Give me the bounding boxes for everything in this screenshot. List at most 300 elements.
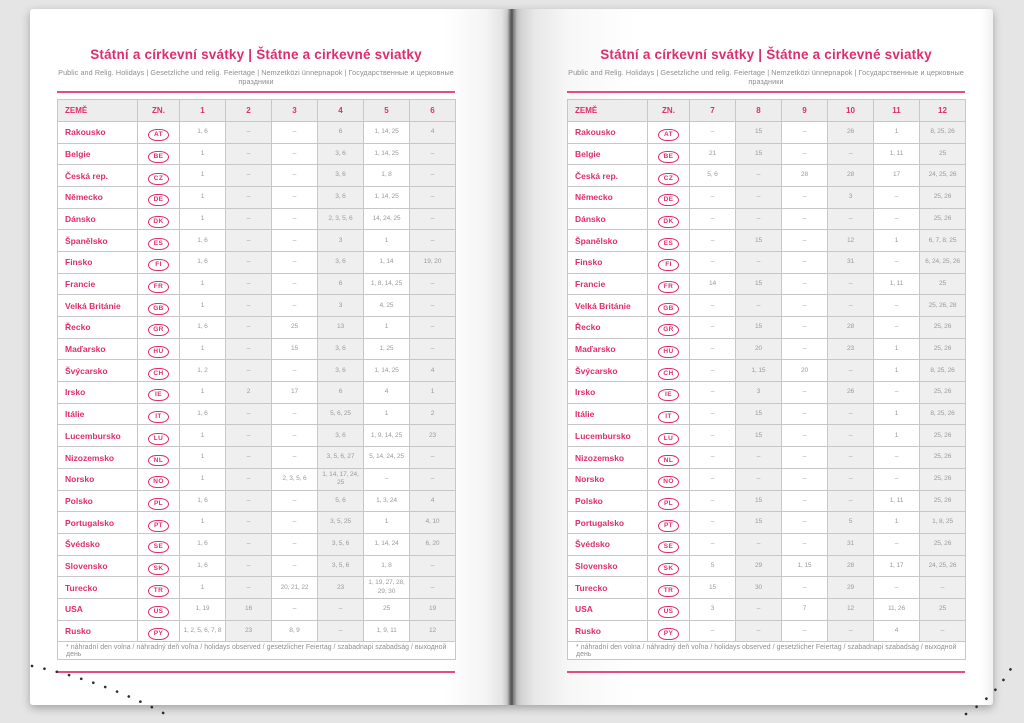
country-code-badge: PT xyxy=(658,520,679,532)
holiday-days-cell: – xyxy=(874,208,920,230)
country-row xyxy=(568,555,966,577)
holiday-days-cell: – xyxy=(690,447,736,469)
holiday-days-cell: 1, 2, 5, 6, 7, 8 xyxy=(180,620,226,642)
holiday-days-cell: 11, 26 xyxy=(874,598,920,620)
holiday-days-cell: 3 xyxy=(690,598,736,620)
holiday-days-cell: 1 xyxy=(364,512,410,534)
holiday-days-cell: – xyxy=(874,251,920,273)
holiday-days-cell: 25, 26 xyxy=(920,533,966,555)
country-code-badge: CH xyxy=(148,368,169,380)
holiday-days-cell: 6, 20 xyxy=(410,533,456,555)
holiday-days-cell: – xyxy=(226,360,272,382)
holiday-days-cell: 1, 6 xyxy=(180,251,226,273)
holiday-days-cell: 1, 14, 25 xyxy=(364,121,410,143)
holiday-days-cell: 28 xyxy=(828,555,874,577)
holiday-days-cell: 17 xyxy=(272,382,318,404)
holiday-days-cell: – xyxy=(736,533,782,555)
holiday-days-cell: 1 xyxy=(874,403,920,425)
code-column-header: ZN. xyxy=(648,99,690,121)
country-name: Portugalsko xyxy=(568,512,648,534)
country-code-badge: LU xyxy=(658,433,679,445)
country-name: Francie xyxy=(58,273,138,295)
holiday-days-cell: – xyxy=(782,295,828,317)
holiday-days-cell: – xyxy=(318,620,364,642)
holiday-days-cell: – xyxy=(272,555,318,577)
country-row xyxy=(58,338,456,360)
holiday-days-cell: – xyxy=(690,382,736,404)
holiday-days-cell: 25, 26 xyxy=(920,447,966,469)
country-code-badge: SE xyxy=(148,541,169,553)
holiday-days-cell: – xyxy=(690,620,736,642)
country-row xyxy=(568,186,966,208)
holiday-days-cell: – xyxy=(272,490,318,512)
holiday-days-cell: – xyxy=(226,273,272,295)
holiday-days-cell: 25, 26 xyxy=(920,338,966,360)
country-name: Česká rep. xyxy=(568,165,648,187)
holiday-days-cell: – xyxy=(690,533,736,555)
holiday-days-cell: 25 xyxy=(272,317,318,339)
country-code-cell xyxy=(648,512,690,534)
holiday-days-cell: – xyxy=(690,338,736,360)
holiday-days-cell: 23 xyxy=(318,577,364,599)
holiday-days-cell: – xyxy=(410,273,456,295)
holiday-days-cell: 17 xyxy=(874,165,920,187)
country-name: Rusko xyxy=(568,620,648,642)
holiday-days-cell: – xyxy=(410,143,456,165)
page-left xyxy=(30,9,511,705)
country-name: Nizozemsko xyxy=(568,447,648,469)
holiday-days-cell: 1, 11 xyxy=(874,490,920,512)
holiday-days-cell: 6, 7, 8, 25 xyxy=(920,230,966,252)
country-row xyxy=(568,338,966,360)
country-code-cell xyxy=(648,295,690,317)
country-code-badge: IT xyxy=(658,411,679,423)
country-code-cell xyxy=(138,143,180,165)
holiday-days-cell: – xyxy=(874,295,920,317)
holiday-days-cell: 12 xyxy=(410,620,456,642)
holiday-days-cell: – xyxy=(828,143,874,165)
page-right xyxy=(511,9,993,705)
holiday-days-cell: – xyxy=(874,468,920,490)
holiday-days-cell: 1 xyxy=(180,468,226,490)
country-row xyxy=(568,230,966,252)
holiday-days-cell: 1, 14, 17, 24, 25 xyxy=(318,468,364,490)
holiday-days-cell: – xyxy=(782,121,828,143)
holiday-days-cell: 3, 5, 6, 27 xyxy=(318,447,364,469)
holiday-days-cell: 1, 14, 25 xyxy=(364,186,410,208)
holiday-days-cell: – xyxy=(410,295,456,317)
country-column-header: ZEMĚ xyxy=(568,99,648,121)
country-row xyxy=(568,317,966,339)
footnote: * náhradní den volna / náhradný deň voľna / holidays observed / gesetzlicher Feiertag / szabadnapi szabadság / выходной день xyxy=(568,642,966,660)
holiday-days-cell: 1, 6 xyxy=(180,317,226,339)
holiday-days-cell: 3 xyxy=(318,295,364,317)
holiday-days-cell: 1 xyxy=(874,230,920,252)
country-row xyxy=(568,447,966,469)
country-code-badge: BE xyxy=(148,151,169,163)
holiday-days-cell: 20 xyxy=(736,338,782,360)
holiday-days-cell: – xyxy=(226,186,272,208)
country-name: Švýcarsko xyxy=(568,360,648,382)
holiday-days-cell: 25, 26 xyxy=(920,208,966,230)
country-name: Velká Británie xyxy=(568,295,648,317)
country-code-badge: PY xyxy=(148,628,169,640)
holiday-days-cell: 1 xyxy=(364,403,410,425)
page-title: Státní a církevní svátky | Štátne a cirkevné sviatky xyxy=(600,47,932,62)
country-row xyxy=(58,317,456,339)
country-code-cell xyxy=(648,121,690,143)
holiday-days-cell: 15 xyxy=(690,577,736,599)
country-row xyxy=(58,577,456,599)
country-row xyxy=(568,382,966,404)
country-name: Švédsko xyxy=(58,533,138,555)
country-row xyxy=(58,533,456,555)
country-code-cell xyxy=(138,425,180,447)
holiday-days-cell: – xyxy=(690,425,736,447)
holiday-days-cell: – xyxy=(272,273,318,295)
country-code-cell xyxy=(648,273,690,295)
country-name: Irsko xyxy=(568,382,648,404)
holiday-days-cell: 15 xyxy=(736,230,782,252)
holiday-days-cell: – xyxy=(782,208,828,230)
country-row xyxy=(568,360,966,382)
holiday-days-cell: – xyxy=(410,230,456,252)
holiday-days-cell: 5, 14, 24, 25 xyxy=(364,447,410,469)
country-row xyxy=(568,295,966,317)
holiday-days-cell: 6 xyxy=(318,273,364,295)
country-row xyxy=(58,121,456,143)
country-code-badge: TR xyxy=(658,585,679,597)
accent-rule-top xyxy=(567,91,965,93)
holiday-days-cell: 25, 26 xyxy=(920,382,966,404)
holiday-days-cell: 1, 11 xyxy=(874,143,920,165)
country-row xyxy=(568,208,966,230)
country-row xyxy=(58,425,456,447)
holiday-days-cell: – xyxy=(318,598,364,620)
country-row xyxy=(568,273,966,295)
country-name: USA xyxy=(568,598,648,620)
holiday-days-cell: 15 xyxy=(736,121,782,143)
holiday-days-cell: 3, 5, 25 xyxy=(318,512,364,534)
country-name: Francie xyxy=(568,273,648,295)
country-name: Maďarsko xyxy=(568,338,648,360)
holiday-days-cell: 15 xyxy=(736,425,782,447)
country-code-badge: PL xyxy=(658,498,679,510)
country-name: Dánsko xyxy=(568,208,648,230)
country-code-cell xyxy=(138,360,180,382)
holiday-days-cell: 3, 6 xyxy=(318,251,364,273)
holiday-days-cell: – xyxy=(226,230,272,252)
country-code-cell xyxy=(648,425,690,447)
country-name: Řecko xyxy=(568,317,648,339)
country-code-badge: CH xyxy=(658,368,679,380)
country-code-badge: DE xyxy=(148,194,169,206)
holiday-days-cell: – xyxy=(410,447,456,469)
holiday-days-cell: 4 xyxy=(410,121,456,143)
holiday-days-cell: 1 xyxy=(874,512,920,534)
country-name: Itálie xyxy=(58,403,138,425)
holiday-days-cell: 1, 17 xyxy=(874,555,920,577)
country-name: Německo xyxy=(568,186,648,208)
holiday-days-cell: – xyxy=(828,620,874,642)
holiday-days-cell: 15 xyxy=(736,143,782,165)
holiday-days-cell: – xyxy=(782,143,828,165)
holiday-days-cell: 1, 8, 14, 25 xyxy=(364,273,410,295)
month-column-header: 12 xyxy=(920,99,966,121)
holiday-days-cell: – xyxy=(272,230,318,252)
holiday-days-cell: 1, 9, 11 xyxy=(364,620,410,642)
holiday-days-cell: – xyxy=(226,121,272,143)
month-column-header: 11 xyxy=(874,99,920,121)
month-column-header: 6 xyxy=(410,99,456,121)
holiday-days-cell: – xyxy=(226,143,272,165)
holiday-days-cell: – xyxy=(410,468,456,490)
country-code-badge: NO xyxy=(148,476,169,488)
holiday-days-cell: – xyxy=(226,425,272,447)
country-code-badge: ES xyxy=(658,238,679,250)
holiday-days-cell: – xyxy=(272,360,318,382)
holiday-days-cell: – xyxy=(410,338,456,360)
country-row xyxy=(568,425,966,447)
holiday-days-cell: 6, 24, 25, 26 xyxy=(920,251,966,273)
country-code-badge: HU xyxy=(658,346,679,358)
holiday-days-cell: 1, 14, 24 xyxy=(364,533,410,555)
country-name: Švédsko xyxy=(568,533,648,555)
country-code-cell xyxy=(138,447,180,469)
holiday-days-cell: – xyxy=(272,533,318,555)
page-title: Státní a církevní svátky | Štátne a cirkevné sviatky xyxy=(90,47,422,62)
holiday-days-cell: 1, 25 xyxy=(364,338,410,360)
holiday-days-cell: – xyxy=(736,295,782,317)
country-name: Rakousko xyxy=(568,121,648,143)
holiday-days-cell: 8, 25, 26 xyxy=(920,121,966,143)
country-name: Maďarsko xyxy=(58,338,138,360)
holiday-days-cell: 1 xyxy=(180,186,226,208)
country-name: Itálie xyxy=(568,403,648,425)
holiday-days-cell: – xyxy=(690,121,736,143)
country-code-badge: NO xyxy=(658,476,679,488)
country-code-cell xyxy=(138,490,180,512)
holiday-days-cell: – xyxy=(828,490,874,512)
country-code-badge: AT xyxy=(658,129,679,141)
country-name: Nizozemsko xyxy=(58,447,138,469)
country-code-cell xyxy=(648,360,690,382)
holiday-days-cell: 3, 5, 6 xyxy=(318,555,364,577)
holiday-days-cell: – xyxy=(828,360,874,382)
holiday-days-cell: 1 xyxy=(874,360,920,382)
holiday-days-cell: 25, 26 xyxy=(920,186,966,208)
holiday-days-cell: – xyxy=(226,447,272,469)
holiday-days-cell: 1, 6 xyxy=(180,403,226,425)
country-row xyxy=(58,230,456,252)
holiday-days-cell: – xyxy=(874,186,920,208)
holiday-days-cell: 16 xyxy=(226,598,272,620)
holiday-days-cell: 1, 6 xyxy=(180,533,226,555)
holiday-days-cell: – xyxy=(828,403,874,425)
holiday-days-cell: 5, 6 xyxy=(318,490,364,512)
holiday-days-cell: 1, 6 xyxy=(180,230,226,252)
holiday-days-cell: 1, 14 xyxy=(364,251,410,273)
country-name: Polsko xyxy=(568,490,648,512)
holiday-days-cell: – xyxy=(828,425,874,447)
holiday-days-cell: – xyxy=(272,165,318,187)
holiday-days-cell: – xyxy=(272,208,318,230)
holiday-days-cell: – xyxy=(226,512,272,534)
holiday-days-cell: 1, 2 xyxy=(180,360,226,382)
holiday-days-cell: 1, 3, 24 xyxy=(364,490,410,512)
page-subtitle: Public and Relig. Holidays | Gesetzliche und relig. Feiertage | Nemzetközi ünnepnapok | Государственные и церковные праздники xyxy=(568,67,964,86)
holiday-days-cell: 25, 26 xyxy=(920,425,966,447)
holiday-days-cell: 31 xyxy=(828,533,874,555)
holiday-days-cell: 15 xyxy=(736,273,782,295)
holiday-days-cell: 12 xyxy=(828,230,874,252)
country-code-badge: TR xyxy=(148,585,169,597)
holiday-days-cell: – xyxy=(226,403,272,425)
country-code-badge: US xyxy=(148,606,169,618)
holiday-days-cell: – xyxy=(736,165,782,187)
holiday-days-cell: – xyxy=(690,468,736,490)
country-code-badge: SK xyxy=(658,563,679,575)
holiday-days-cell: 1 xyxy=(180,208,226,230)
country-name: Irsko xyxy=(58,382,138,404)
holiday-days-cell: – xyxy=(828,273,874,295)
holiday-days-cell: – xyxy=(782,251,828,273)
country-row xyxy=(58,598,456,620)
holiday-days-cell: – xyxy=(272,295,318,317)
country-row xyxy=(58,143,456,165)
country-code-cell xyxy=(648,468,690,490)
holiday-days-cell: 25, 26 xyxy=(920,490,966,512)
country-code-cell xyxy=(648,620,690,642)
holiday-days-cell: 25 xyxy=(920,273,966,295)
holiday-days-cell: 1, 19, 27, 28, 29, 30 xyxy=(364,577,410,599)
holiday-days-cell: 25, 26, 28 xyxy=(920,295,966,317)
country-row xyxy=(58,186,456,208)
holidays-table-right xyxy=(567,99,966,661)
holiday-days-cell: – xyxy=(226,555,272,577)
holiday-days-cell: 4, 10 xyxy=(410,512,456,534)
month-column-header: 10 xyxy=(828,99,874,121)
holiday-days-cell: – xyxy=(782,512,828,534)
country-code-cell xyxy=(648,230,690,252)
holiday-days-cell: 5 xyxy=(828,512,874,534)
country-code-badge: DK xyxy=(148,216,169,228)
country-row xyxy=(58,620,456,642)
holiday-days-cell: – xyxy=(272,447,318,469)
holiday-days-cell: 5 xyxy=(690,555,736,577)
holiday-days-cell: 25 xyxy=(920,598,966,620)
holiday-days-cell: 28 xyxy=(782,165,828,187)
holiday-days-cell: 14, 24, 25 xyxy=(364,208,410,230)
country-code-cell xyxy=(138,273,180,295)
holiday-days-cell: – xyxy=(226,208,272,230)
holiday-days-cell: 31 xyxy=(828,251,874,273)
holiday-days-cell: 1, 6 xyxy=(180,121,226,143)
holiday-days-cell: 25, 26 xyxy=(920,317,966,339)
holiday-days-cell: 1 xyxy=(180,273,226,295)
country-code-badge: FI xyxy=(658,259,679,271)
holiday-days-cell: – xyxy=(226,533,272,555)
country-code-badge: GR xyxy=(148,324,169,336)
holiday-days-cell: 2, 3, 5, 6 xyxy=(272,468,318,490)
country-code-cell xyxy=(648,143,690,165)
holiday-days-cell: – xyxy=(364,468,410,490)
country-row xyxy=(568,468,966,490)
holiday-days-cell: 15 xyxy=(736,512,782,534)
country-row xyxy=(58,251,456,273)
footnote-row xyxy=(568,642,966,660)
country-row xyxy=(568,143,966,165)
country-name: Dánsko xyxy=(58,208,138,230)
holiday-days-cell: – xyxy=(690,360,736,382)
country-code-cell xyxy=(648,447,690,469)
country-name: Rakousko xyxy=(58,121,138,143)
country-column-header: ZEMĚ xyxy=(58,99,138,121)
country-code-badge: IT xyxy=(148,411,169,423)
country-code-cell xyxy=(138,121,180,143)
holiday-days-cell: 1 xyxy=(180,295,226,317)
holiday-days-cell: 15 xyxy=(736,317,782,339)
holiday-days-cell: – xyxy=(690,208,736,230)
country-row xyxy=(568,403,966,425)
holiday-days-cell: – xyxy=(272,186,318,208)
holiday-days-cell: 26 xyxy=(828,121,874,143)
holiday-days-cell: – xyxy=(782,533,828,555)
country-code-badge: GB xyxy=(658,303,679,315)
month-column-header: 2 xyxy=(226,99,272,121)
country-name: Turecko xyxy=(58,577,138,599)
holiday-days-cell: 1 xyxy=(180,512,226,534)
country-code-cell xyxy=(138,230,180,252)
holiday-days-cell: 5, 6, 25 xyxy=(318,403,364,425)
country-name: Švýcarsko xyxy=(58,360,138,382)
holiday-days-cell: – xyxy=(272,512,318,534)
holiday-days-cell: – xyxy=(410,165,456,187)
country-row xyxy=(568,577,966,599)
country-name: Španělsko xyxy=(58,230,138,252)
holiday-days-cell: 28 xyxy=(828,317,874,339)
country-code-cell xyxy=(138,186,180,208)
country-code-badge: PL xyxy=(148,498,169,510)
holiday-days-cell: – xyxy=(736,447,782,469)
country-code-cell xyxy=(138,382,180,404)
country-code-badge: ES xyxy=(148,238,169,250)
country-name: Finsko xyxy=(58,251,138,273)
country-code-cell xyxy=(138,468,180,490)
holiday-days-cell: – xyxy=(690,186,736,208)
country-code-badge: HU xyxy=(148,346,169,358)
holiday-days-cell: 1, 6 xyxy=(180,555,226,577)
holiday-days-cell: – xyxy=(690,251,736,273)
country-code-cell xyxy=(648,555,690,577)
holiday-days-cell: 3 xyxy=(828,186,874,208)
holiday-days-cell: 1, 6 xyxy=(180,490,226,512)
code-column-header: ZN. xyxy=(138,99,180,121)
holiday-days-cell: – xyxy=(272,403,318,425)
holiday-days-cell: – xyxy=(828,208,874,230)
holiday-days-cell: – xyxy=(272,251,318,273)
holiday-days-cell: – xyxy=(874,533,920,555)
country-code-cell xyxy=(138,555,180,577)
holiday-days-cell: – xyxy=(736,468,782,490)
holiday-days-cell: 30 xyxy=(736,577,782,599)
country-row xyxy=(58,165,456,187)
holiday-days-cell: 8, 25, 26 xyxy=(920,403,966,425)
holiday-days-cell: – xyxy=(736,251,782,273)
month-column-header: 9 xyxy=(782,99,828,121)
country-code-cell xyxy=(138,208,180,230)
holiday-days-cell: 1, 15 xyxy=(736,360,782,382)
